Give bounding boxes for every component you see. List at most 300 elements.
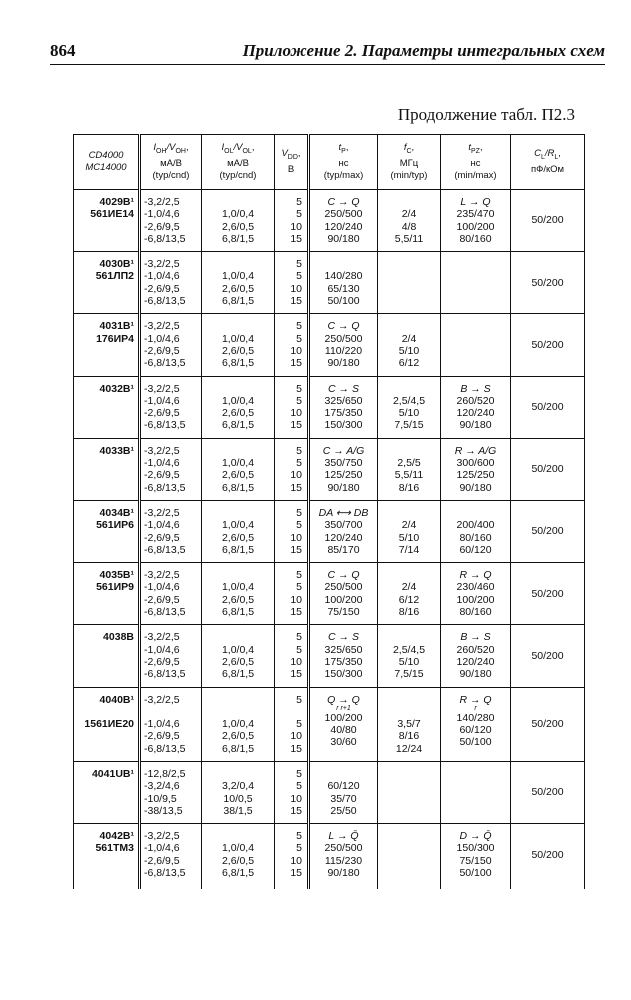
- cell-line: -3,2/2,5: [144, 631, 180, 644]
- cell-line: [378, 258, 440, 270]
- cell-line: 12/24: [395, 742, 423, 755]
- cell-line: 5: [296, 506, 302, 519]
- cell-line: 5: [296, 581, 302, 594]
- cell-line: 4030В¹: [99, 258, 134, 271]
- cell-line: Q → Q: [327, 693, 360, 706]
- cell-line: [202, 569, 274, 581]
- cell-line: C → Q: [327, 569, 360, 582]
- column-header-text: пФ/кОм: [530, 163, 565, 175]
- table-cell-part: [74, 761, 140, 823]
- cell-line: 350/700: [324, 519, 363, 532]
- cell-line: 10: [290, 344, 302, 357]
- cell-line: 1,0/0,4: [221, 394, 255, 407]
- cell-line: 4040В¹: [99, 693, 134, 706]
- cell-line: 5: [296, 519, 302, 532]
- cell-line: [378, 706, 440, 718]
- cell-line: 5: [296, 830, 302, 843]
- cell-line: 2,6/0,5: [221, 531, 255, 544]
- cell-line: 2,5/5: [397, 457, 421, 470]
- table-cell-ioh: [140, 438, 202, 500]
- cell-line: [441, 270, 510, 282]
- cell-line: 1,0/0,4: [221, 842, 255, 855]
- cell-line: 5: [296, 394, 302, 407]
- cell-line: [202, 768, 274, 780]
- cell-line: 3,5/7: [397, 718, 421, 731]
- cell-line: 8/16: [398, 730, 420, 743]
- cell-line: 60/120: [327, 780, 360, 793]
- table-cell-fc: [378, 252, 441, 314]
- cell-line: [202, 445, 274, 457]
- cell-line: [202, 258, 274, 270]
- table-cell-fc: [378, 314, 441, 376]
- cell-line: 6/12: [398, 357, 420, 370]
- cell-line: -6,8/13,5: [144, 867, 186, 880]
- table-cell-tpz: [441, 625, 511, 687]
- cell-line: 200/400: [456, 519, 495, 532]
- cell-line: R → A/G: [454, 444, 497, 457]
- cell-line: 1,0/0,4: [221, 457, 255, 470]
- cell-line: [378, 830, 440, 842]
- cell-line: -6,8/13,5: [144, 232, 186, 245]
- table-cell-fc: [378, 376, 441, 438]
- cell-line: 90/180: [327, 867, 360, 880]
- column-header-text: ,: [558, 147, 561, 159]
- table-cell-vdd: [275, 824, 309, 890]
- table-cell-part: [74, 625, 140, 687]
- cell-line: [378, 780, 440, 792]
- cell-line: 90/180: [327, 357, 360, 370]
- cell-line: 6,8/1,5: [221, 481, 255, 494]
- cell-line: [202, 507, 274, 519]
- table-row: [74, 761, 585, 823]
- cell-line: [441, 283, 510, 295]
- table-cell-tp: [309, 824, 378, 890]
- cell-line: 80/160: [459, 531, 492, 544]
- cell-line: R → Q: [459, 569, 492, 582]
- cell-line: 10: [290, 407, 302, 420]
- cell-line: C → Q: [327, 196, 360, 208]
- cell-line: 5/10: [398, 407, 420, 420]
- cell-line: [378, 283, 440, 295]
- cell-line: -1,0/4,6: [144, 581, 180, 594]
- cell-line: -1,0/4,6: [144, 842, 180, 855]
- cell-line: 325/650: [324, 394, 363, 407]
- cell-line: C → Q: [327, 320, 360, 333]
- cell-line: 10/0,5: [223, 792, 253, 805]
- cell-line: 5: [296, 631, 302, 644]
- cell-line: -2,6/9,5: [144, 593, 180, 606]
- cell-line: [202, 196, 274, 208]
- column-header-text: C: [534, 147, 541, 159]
- cell-line: 30/60: [330, 736, 357, 749]
- cell-line: [441, 805, 510, 817]
- cell-line: 235/470: [456, 208, 495, 221]
- cell-line: 115/230: [324, 854, 363, 867]
- table-cell-fc: [378, 190, 441, 252]
- cell-line: [378, 805, 440, 817]
- cell-line: 1,0/0,4: [221, 332, 255, 345]
- cell-line: 15: [290, 543, 302, 556]
- column-header-text: В: [287, 163, 295, 175]
- column-header-subscript: DD: [287, 153, 298, 161]
- cell-line: -6,8/13,5: [144, 668, 186, 681]
- cell-line: -6,8/13,5: [144, 606, 186, 619]
- column-header-7: [511, 135, 585, 190]
- cell-line: 65/130: [327, 282, 360, 295]
- cell-line: -3,2/2,5: [144, 382, 180, 395]
- cell-line: 5: [296, 780, 302, 793]
- cell-line: [74, 706, 134, 718]
- column-header-text: (typ/cnd): [152, 169, 190, 181]
- cell-line: 4032В¹: [99, 382, 134, 395]
- column-header-5: [378, 135, 441, 190]
- cell-line: 150/300: [324, 668, 363, 681]
- cell-line: 5,5/11: [394, 469, 424, 482]
- cell-line: [378, 295, 440, 307]
- table-cell-iol: [202, 761, 275, 823]
- cell-line: 5: [296, 382, 302, 395]
- cell-line: 2,6/0,5: [221, 469, 255, 482]
- cell-line: [202, 830, 274, 842]
- cell-line: 6/12: [398, 593, 420, 606]
- cell-line: 250/500: [324, 842, 363, 855]
- cell-line: -1,0/4,6: [144, 718, 180, 731]
- table-row: [74, 687, 585, 761]
- table-cell-vdd: [275, 761, 309, 823]
- cell-line: 1,0/0,4: [221, 208, 255, 221]
- cell-line: [441, 768, 510, 780]
- cell-line: 5/10: [398, 655, 420, 668]
- cell-line: [441, 295, 510, 307]
- cell-line: 15: [290, 804, 302, 817]
- column-header-3: [275, 135, 309, 190]
- cell-line: 2,5/4,5: [392, 394, 426, 407]
- cell-line: 2/4: [401, 519, 417, 532]
- column-header-text: I: [153, 141, 156, 153]
- cell-line: 100/200: [324, 593, 363, 606]
- cell-line: 10: [290, 220, 302, 233]
- column-header-text: ,: [297, 147, 301, 159]
- cell-line: 10: [290, 531, 302, 544]
- cell-line: L → Q: [460, 196, 491, 208]
- table-cell-tp: [309, 314, 378, 376]
- cell-line: -1,0/4,6: [144, 332, 180, 345]
- cell-line: -1,0/4,6: [144, 270, 180, 283]
- column-header-2: [202, 135, 275, 190]
- cell-line: [441, 357, 510, 369]
- table-cell-ioh: [140, 563, 202, 625]
- table-cell-iol: [202, 190, 275, 252]
- cell-value: 50/200: [531, 525, 564, 538]
- table-cell-tp: [309, 687, 378, 761]
- cell-line: 175/350: [324, 655, 363, 668]
- column-header-text: ,: [185, 141, 189, 153]
- cell-line: 90/180: [459, 668, 492, 681]
- column-header-text: t: [468, 141, 472, 153]
- cell-line: -3,2/2,5: [144, 196, 180, 208]
- cell-line: -1,0/4,6: [144, 457, 180, 470]
- cell-line: -3,2/2,5: [144, 506, 180, 519]
- cell-line: 15: [290, 232, 302, 245]
- table-cell-part: [74, 824, 140, 890]
- cell-line: 5: [296, 842, 302, 855]
- table-cell-iol: [202, 438, 275, 500]
- cell-line: 15: [290, 357, 302, 370]
- cell-line: -3,2/2,5: [144, 320, 180, 333]
- cell-line: 561ИР9: [96, 581, 134, 594]
- cell-line: 15: [290, 419, 302, 432]
- table-cell-ioh: [140, 252, 202, 314]
- column-header-0: [74, 135, 140, 190]
- cell-line: [202, 706, 274, 718]
- cell-line: [74, 395, 134, 407]
- cell-line: 60/120: [459, 543, 492, 556]
- table-cell-vdd: [275, 376, 309, 438]
- cell-line: 5: [296, 569, 302, 582]
- cell-line: -3,2/2,5: [144, 258, 180, 271]
- table-cell-ioh: [140, 687, 202, 761]
- table-row: [74, 625, 585, 687]
- table-cell-part: [74, 252, 140, 314]
- cell-line: 4035В¹: [99, 569, 134, 582]
- cell-line: -1,0/4,6: [144, 208, 180, 221]
- cell-line: 5: [296, 693, 302, 706]
- table-cell-tp: [309, 625, 378, 687]
- table-cell-part: [74, 376, 140, 438]
- table-row: [74, 438, 585, 500]
- cell-line: 120/240: [456, 407, 495, 420]
- table-cell-vdd: [275, 314, 309, 376]
- table-cell-fc: [378, 438, 441, 500]
- cell-line: DA ⟷ DB: [318, 506, 369, 519]
- cell-line: C → A/G: [322, 444, 365, 457]
- cell-line: -6,8/13,5: [144, 357, 186, 370]
- cell-line: [378, 507, 440, 519]
- cell-line: 85/170: [327, 543, 360, 556]
- table-cell-tp: [309, 190, 378, 252]
- cell-line: 2,6/0,5: [221, 282, 255, 295]
- cell-line: -6,8/13,5: [144, 742, 186, 755]
- cell-line: 15: [290, 606, 302, 619]
- table-cell-ioh: [140, 625, 202, 687]
- cell-value: 50/200: [531, 718, 564, 731]
- cell-line: 6,8/1,5: [221, 357, 255, 370]
- cell-line: 4034В¹: [99, 506, 134, 519]
- table-cell-cl: [511, 190, 585, 252]
- cell-line: -2,6/9,5: [144, 655, 180, 668]
- table-cell-vdd: [275, 252, 309, 314]
- cell-line: 15: [290, 481, 302, 494]
- cell-line: 230/460: [456, 581, 495, 594]
- table-cell-cl: [511, 252, 585, 314]
- cell-line: 90/180: [327, 232, 360, 245]
- cell-line: 38/1,5: [223, 804, 253, 817]
- cell-line: 5: [296, 767, 302, 780]
- cell-line: 175/350: [324, 407, 363, 420]
- cell-line: 561ИР6: [96, 519, 134, 532]
- column-header-text: нс: [470, 157, 481, 169]
- cell-line: -6,8/13,5: [144, 481, 186, 494]
- cell-line: 35/70: [330, 792, 357, 805]
- table-cell-tpz: [441, 190, 511, 252]
- table-cell-fc: [378, 687, 441, 761]
- column-header-text: f: [403, 141, 407, 153]
- cell-line: 6,8/1,5: [221, 543, 255, 556]
- cell-line: 6,8/1,5: [221, 668, 255, 681]
- cell-line: 4033В¹: [99, 444, 134, 457]
- cell-line: 10: [290, 854, 302, 867]
- cell-line: 1,0/0,4: [221, 718, 255, 731]
- cell-line: [441, 793, 510, 805]
- cell-value: 50/200: [531, 214, 564, 227]
- cell-line: -3,2/4,6: [144, 780, 180, 793]
- cell-line: [378, 694, 440, 706]
- cell-line: 6,8/1,5: [221, 606, 255, 619]
- cell-line: 250/500: [324, 332, 363, 345]
- cell-line: 25/50: [330, 804, 357, 817]
- cell-line: 1561ИЕ20: [84, 718, 134, 731]
- table-cell-ioh: [140, 190, 202, 252]
- cell-line: [378, 383, 440, 395]
- table-caption: Продолжение табл. П2.3: [397, 105, 575, 124]
- cell-line: D → Q̄: [459, 830, 492, 843]
- cell-line: 10: [290, 730, 302, 743]
- parameters-table: [73, 134, 585, 889]
- column-header-subscript: OH: [156, 147, 167, 155]
- column-header-1: [140, 135, 202, 190]
- cell-line: 40/80: [330, 724, 357, 737]
- table-cell-cl: [511, 761, 585, 823]
- cell-line: 90/180: [327, 481, 360, 494]
- cell-line: 325/650: [324, 643, 363, 656]
- cell-line: B → S: [460, 382, 491, 395]
- cell-line: 176ИР4: [96, 332, 134, 345]
- header-rule: [50, 64, 605, 65]
- column-header-subscript: L: [554, 153, 559, 161]
- cell-line: 4038В: [103, 631, 134, 644]
- table-cell-cl: [511, 687, 585, 761]
- column-header-4: [309, 135, 378, 190]
- column-header-text: CD4000: [88, 149, 124, 161]
- column-header-text: I: [221, 141, 225, 153]
- cell-line: 2,5/4,5: [392, 643, 426, 656]
- table-cell-fc: [378, 500, 441, 562]
- cell-value: 50/200: [531, 786, 564, 799]
- cell-line: -6,8/13,5: [144, 419, 186, 432]
- column-header-text: (typ/cnd): [219, 169, 257, 181]
- cell-line: 1,0/0,4: [221, 643, 255, 656]
- column-header-text: t: [338, 141, 342, 153]
- table-cell-tp: [309, 563, 378, 625]
- cell-line: [441, 258, 510, 270]
- cell-line: 2,6/0,5: [221, 730, 255, 743]
- cell-line: -12,8/2,5: [144, 767, 186, 780]
- column-header-text: /V: [233, 141, 243, 153]
- column-header-text: (min/max): [454, 169, 497, 181]
- cell-line: [441, 345, 510, 357]
- cell-line: 7,5/15: [394, 419, 424, 432]
- cell-line: [310, 768, 377, 780]
- page-number: 864: [50, 41, 76, 60]
- table-cell-part: [74, 190, 140, 252]
- cell-line: 50/100: [459, 736, 492, 749]
- table-cell-vdd: [275, 190, 309, 252]
- column-header-text: /R: [544, 147, 555, 159]
- table-cell-vdd: [275, 438, 309, 500]
- column-header-text: ,: [411, 141, 415, 153]
- table-cell-part: [74, 314, 140, 376]
- cell-line: [378, 631, 440, 643]
- cell-line: 4/8: [401, 220, 417, 233]
- cell-line: r: [474, 704, 477, 712]
- cell-line: 150/300: [324, 419, 363, 432]
- cell-line: 2,6/0,5: [221, 407, 255, 420]
- column-header-subscript: PZ: [471, 147, 480, 155]
- cell-line: [378, 270, 440, 282]
- table-cell-tp: [309, 438, 378, 500]
- table-cell-cl: [511, 824, 585, 890]
- cell-line: 10: [290, 469, 302, 482]
- cell-line: 8/16: [398, 606, 420, 619]
- cell-line: -6,8/13,5: [144, 295, 186, 308]
- column-header-text: МГц: [399, 157, 419, 169]
- table-cell-cl: [511, 314, 585, 376]
- cell-line: C → S: [328, 631, 359, 644]
- cell-line: 100/200: [456, 593, 495, 606]
- cell-line: [378, 320, 440, 332]
- cell-line: [378, 768, 440, 780]
- cell-line: [378, 196, 440, 208]
- cell-line: 110/220: [324, 344, 363, 357]
- table-cell-iol: [202, 563, 275, 625]
- table-cell-iol: [202, 687, 275, 761]
- cell-line: -2,6/9,5: [144, 220, 180, 233]
- cell-line: 2,6/0,5: [221, 344, 255, 357]
- cell-line: 5: [296, 457, 302, 470]
- table-cell-iol: [202, 376, 275, 438]
- column-header-text: (min/typ): [390, 169, 428, 181]
- table-cell-iol: [202, 824, 275, 890]
- table-header-row: [74, 135, 585, 190]
- table-cell-cl: [511, 376, 585, 438]
- cell-line: -10/9,5: [144, 792, 177, 805]
- column-header-text: ,: [479, 141, 483, 153]
- cell-line: -2,6/9,5: [144, 730, 180, 743]
- cell-line: 5/10: [398, 344, 420, 357]
- cell-line: 6,8/1,5: [221, 867, 255, 880]
- column-header-text: мА/В: [227, 157, 249, 169]
- cell-line: -1,0/4,6: [144, 519, 180, 532]
- cell-line: 3,2/0,4: [221, 780, 255, 793]
- cell-line: 15: [290, 867, 302, 880]
- column-header-subscript: L: [540, 153, 545, 161]
- table-cell-tpz: [441, 500, 511, 562]
- cell-line: 50/100: [459, 867, 492, 880]
- cell-line: 2,6/0,5: [221, 220, 255, 233]
- cell-line: -2,6/9,5: [144, 344, 180, 357]
- cell-line: 120/240: [324, 531, 363, 544]
- table-cell-ioh: [140, 314, 202, 376]
- table-cell-tpz: [441, 761, 511, 823]
- table-cell-tpz: [441, 824, 511, 890]
- cell-line: 4042В¹: [99, 830, 134, 843]
- cell-line: 2/4: [401, 581, 417, 594]
- table-cell-tp: [309, 376, 378, 438]
- cell-line: -1,0/4,6: [144, 643, 180, 656]
- cell-line: 10: [290, 792, 302, 805]
- cell-line: -2,6/9,5: [144, 854, 180, 867]
- cell-line: 80/160: [459, 606, 492, 619]
